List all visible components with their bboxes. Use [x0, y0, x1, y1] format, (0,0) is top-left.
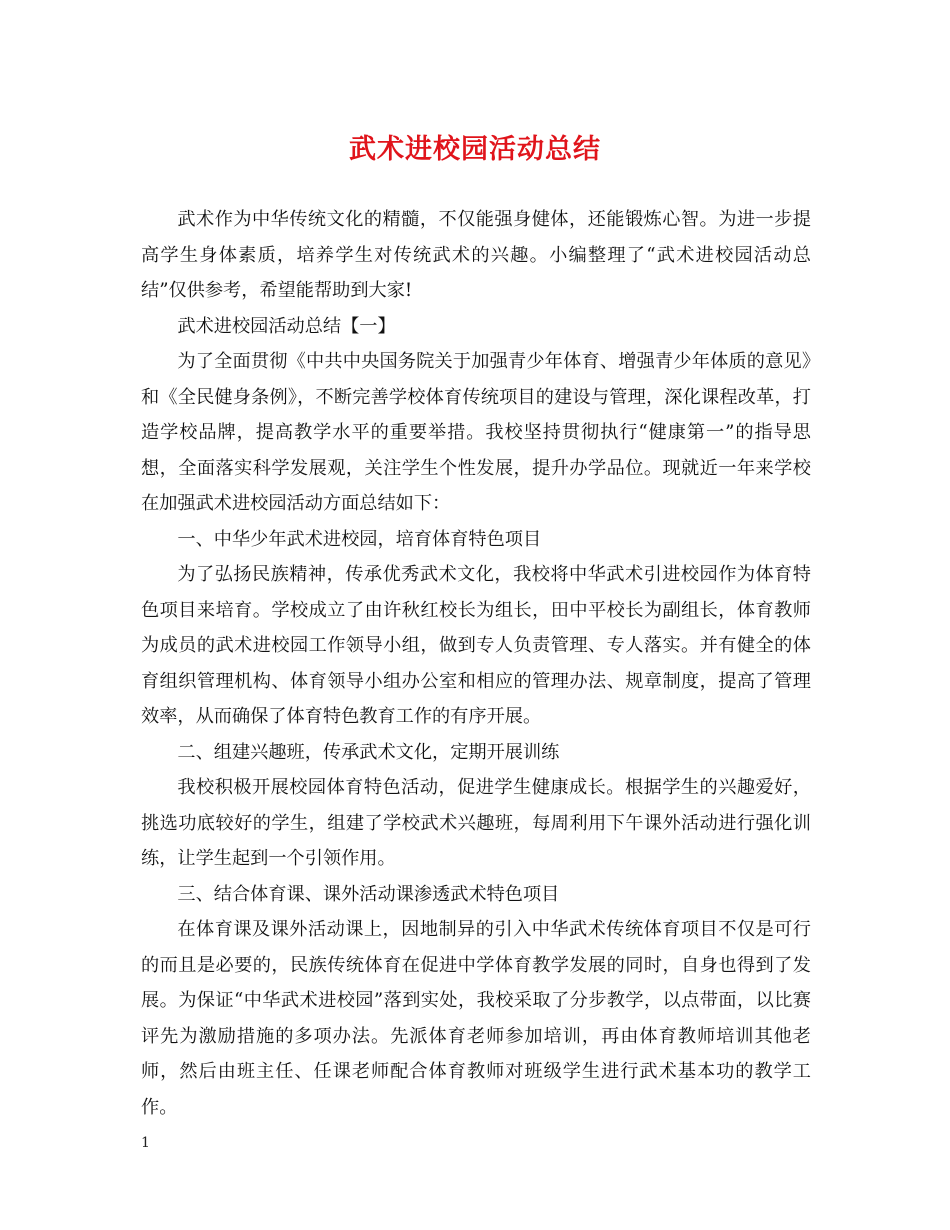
body-paragraph: 在体育课及课外活动课上，因地制异的引入中华武术传统体育项目不仅是可行的而且是必要的，民族传统体育在促进中学体育教学发展的同时，自身也得到了发展。为保证“中华武术进校园”落到实处，我校采取了分步教学，以点带面，以比赛评先为激励措施的多项办法。先派体育老师参加培训，再由体育教师培训其他老师，然后由班主任、任课老师配合体育教师对班级学生进行武术基本功的教学工作。 — [141, 919, 811, 1118]
document-body — [141, 202, 811, 1125]
intro-paragraph: 武术作为中华传统文化的精髓，不仅能强身健体，还能锻炼心智。为进一步提高学生身体素质，培养学生对传统武术的兴趣。小编整理了“武术进校园活动总结”仅供参考，希望能帮助到大家! — [141, 209, 811, 301]
section-heading-three: 三、结合体育课、课外活动课渗透武术特色项目 — [177, 883, 560, 905]
section-heading-two: 二、组建兴趣班，传承武术文化，定期开展训练 — [177, 741, 560, 763]
body-paragraph: 为了弘扬民族精神，传承优秀武术文化，我校将中华武术引进校园作为体育特色项目来培育。学校成立了由许秋红校长为组长，田中平校长为副组长，体育教师为成员的武术进校园工作领导小组，做到专人负责管理、专人落实。并有健全的体育组织管理机构、体育领导小组办公室和相应的管理办法、规章制度，提高了管理效率，从而确保了体育特色教育工作的有序开展。 — [141, 564, 811, 727]
page-number: 1 — [141, 1135, 150, 1151]
body-paragraph: 为了全面贯彻《中共中央国务院关于加强青少年体育、增强青少年体质的意见》和《全民健身条例》，不断完善学校体育传统项目的建设与管理，深化课程改革，打造学校品牌，提高教学水平的重要举措。我校坚持贯彻执行“健康第一”的指导思想，全面落实科学发展观，关注学生个性发展，提升办学品位。现就近一年来学校在加强武术进校园活动方面总结如下： — [141, 351, 811, 514]
body-paragraph: 我校积极开展校园体育特色活动，促进学生健康成长。根据学生的兴趣爱好，挑选功底较好的学生，组建了学校武术兴趣班，每周利用下午课外活动进行强化训练，让学生起到一个引领作用。 — [141, 777, 811, 869]
page-title: 武术进校园活动总结 — [349, 134, 601, 165]
section-heading-one: 一、中华少年武术进校园，培育体育特色项目 — [177, 528, 542, 550]
section-heading-summary-one: 武术进校园活动总结【一】 — [177, 315, 396, 337]
